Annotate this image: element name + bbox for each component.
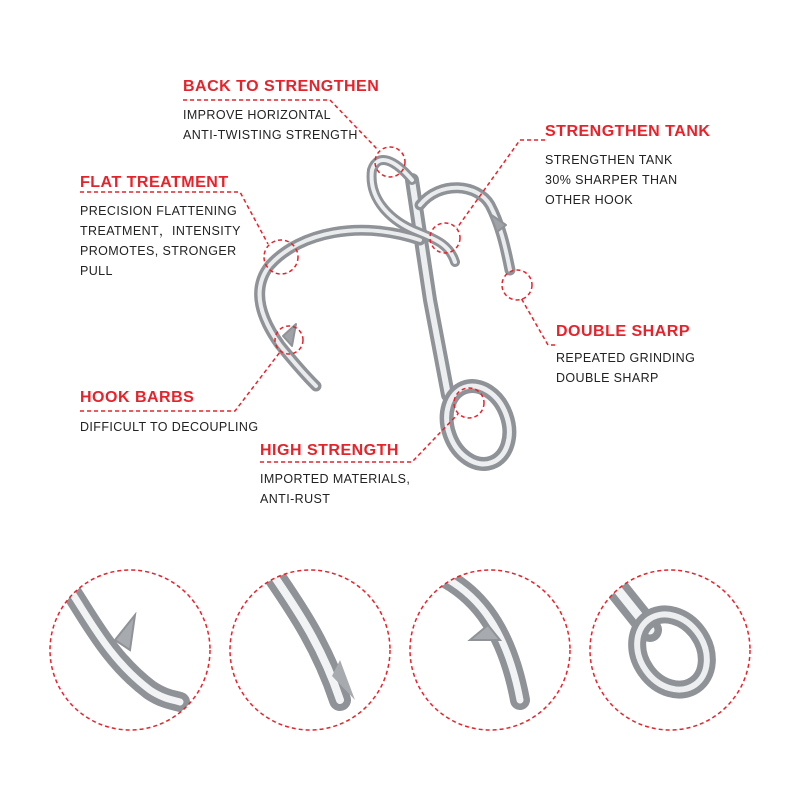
callout-line: TREATMENT，INTENSITY [80,224,241,238]
detail-view-barbed-point [410,570,570,730]
leader-double [521,298,555,345]
callout-line: PRECISION FLATTENING [80,204,238,218]
callout-high-strength [260,441,410,509]
callout-line: PULL [80,264,113,278]
callout-double-sharp [556,322,695,388]
callout-line: PROMOTES, STRONGER [80,244,237,258]
callout-description [183,105,379,145]
callout-hook-barbs [80,388,258,437]
callout-line: REPEATED GRINDING [556,351,696,365]
callout-line: IMPROVE HORIZONTAL [183,108,331,122]
callout-title: DOUBLE SHARP [556,323,691,340]
callout-line: 30% SHARPER THAN [545,173,678,187]
callout-line: ANTI-RUST [260,492,331,506]
callout-description [545,150,710,210]
callout-strengthen-tank [545,122,710,210]
callout-line: OTHER HOOK [545,193,634,207]
detail-view-barb [50,570,210,730]
callout-title: BACK TO STRENGTHEN [183,78,380,95]
callout-description [260,469,410,509]
detail-view-point [230,570,390,730]
detail-view-eye [590,570,750,730]
treble-hook [260,160,520,473]
callout-back-to-strengthen [183,77,379,145]
callout-title: STRENGTHEN TANK [545,123,711,140]
callout-flat-treatment [80,173,241,281]
callout-line: DOUBLE SHARP [556,371,659,385]
callout-title: HOOK BARBS [80,389,195,406]
callout-description [556,348,695,388]
callout-description [80,417,258,437]
callout-line: STRENGTHEN TANK [545,153,673,167]
callout-description [80,201,241,281]
callout-title: FLAT TREATMENT [80,174,229,191]
callout-line: IMPORTED MATERIALS, [260,472,411,486]
leader-tank [457,140,545,228]
callout-line: ANTI-TWISTING STRENGTH [183,128,358,142]
marker-double [502,270,532,300]
callout-title: HIGH STRENGTH [260,442,399,459]
callout-line: DIFFICULT TO DECOUPLING [80,420,259,434]
